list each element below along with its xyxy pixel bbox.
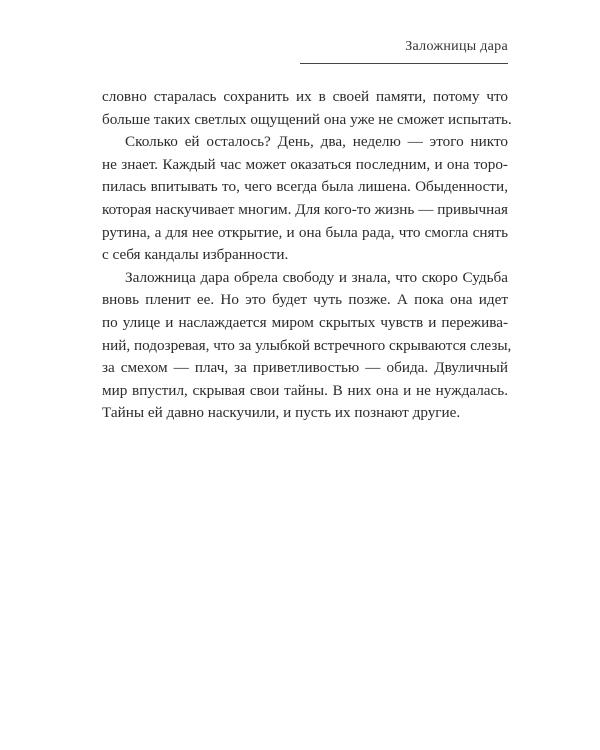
text-line: словно старалась сохранить их в своей памяти, потому что: [102, 88, 508, 105]
paragraph-3: [102, 267, 512, 425]
text-line: мир впустил, скрывая свои тайны. В них она и не нуждалась.: [102, 381, 508, 399]
text-line: вновь пленит ее. Но это будет чуть позже. А пока она идет: [102, 291, 508, 309]
header-rule: [300, 63, 508, 64]
text-line: с себя кандалы избранности.: [102, 246, 289, 264]
text-line: за смехом — плач, за приветливостью — обида. Двуличный: [102, 359, 508, 377]
text-line: Заложница дара обрела свободу и знала, что скоро Судьба: [125, 268, 508, 286]
text-line: пилась впитывать то, чего всегда была лишена. Обыденности,: [102, 178, 508, 196]
text-line: ний, подозревая, что за улыбкой встречного скрываются слезы,: [102, 336, 512, 354]
text-line: больше таких светлых ощущений она уже не сможет испытать.: [102, 110, 512, 128]
paragraph-2: [102, 131, 508, 267]
text-line: Тайны ей давно наскучили, и пусть их познают другие.: [102, 404, 461, 422]
text-line: по улице и наслаждается миром скрытых чувств и пережива-: [102, 313, 508, 331]
running-head-title: Заложницы дара: [405, 39, 508, 54]
paragraph-1: [102, 86, 512, 131]
text-line: рутина, а для нее открытие, и она была рада, что смогла снять: [102, 223, 508, 241]
text-line: не знает. Каждый час может оказаться последним, и она торо-: [102, 155, 508, 173]
body-text: [102, 86, 512, 425]
text-line: которая наскучивает многим. Для кого-то жизнь — привычная: [102, 200, 508, 218]
text-line: Сколько ей осталось? День, два, неделю — этого никто: [125, 133, 508, 151]
